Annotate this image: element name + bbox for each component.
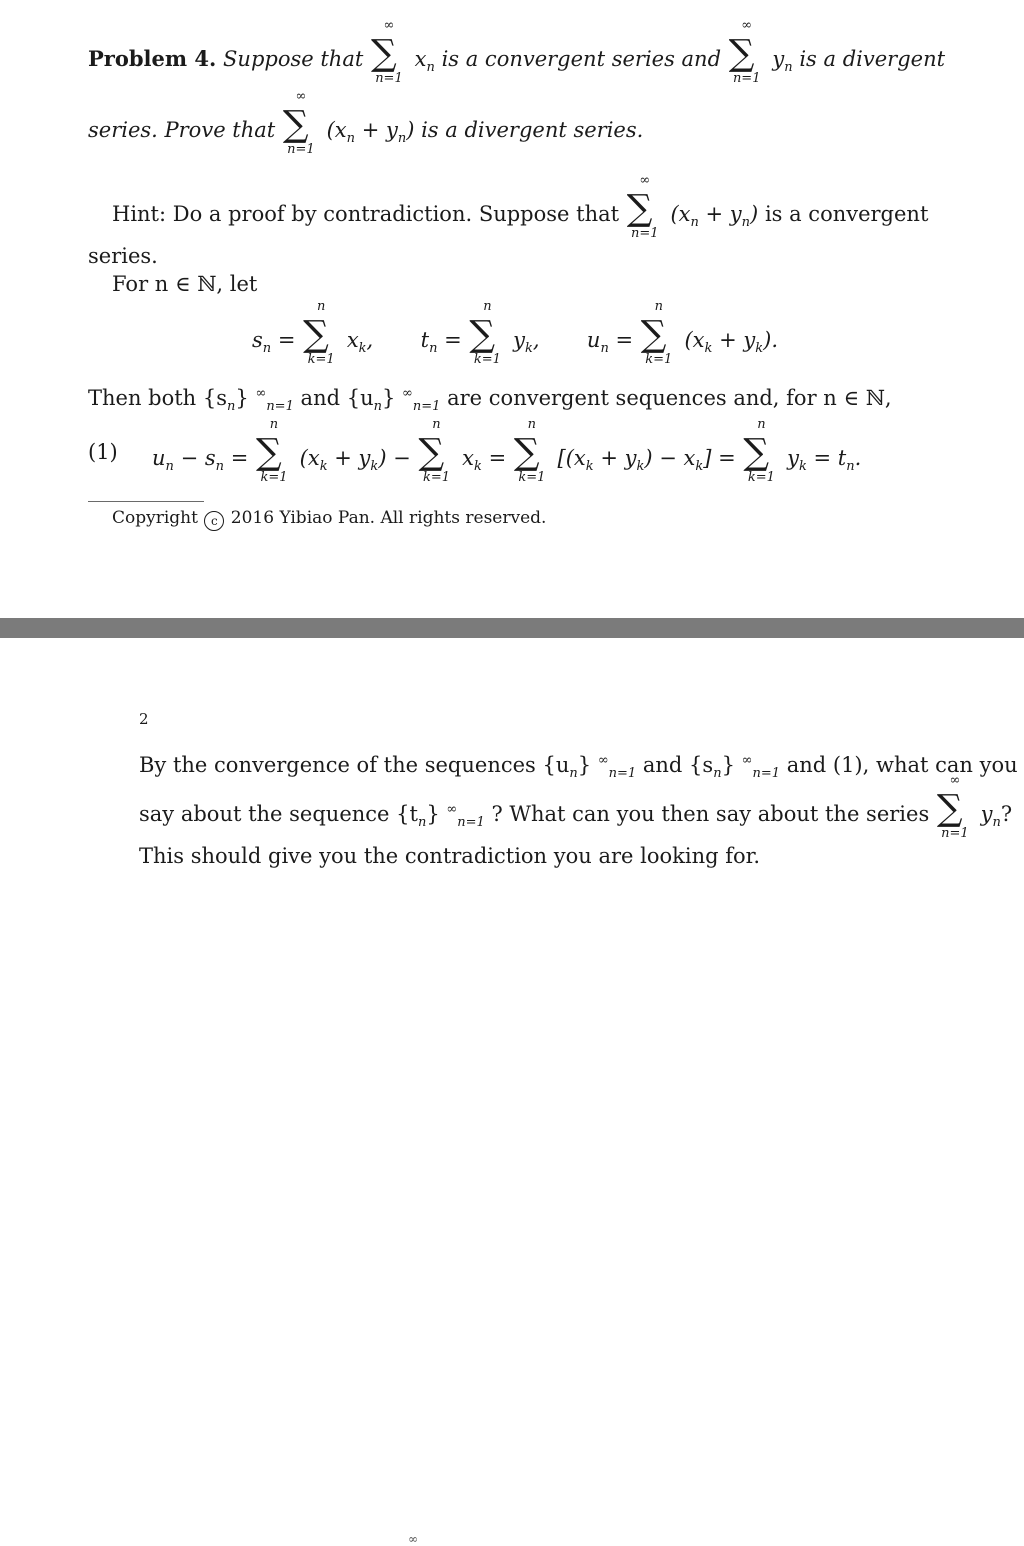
page-2-line-2-end: ? [1000, 802, 1013, 826]
page-separator [0, 618, 1024, 638]
problem-end-text: is a divergent [799, 47, 946, 71]
series-sum-total-lower: n=1 [287, 142, 315, 157]
equation-term-2: $x_k$ = [462, 446, 507, 474]
equation-1-label: (1) [88, 440, 118, 464]
page-2-sequence-t-limits: ∞$_{n=1}$ [446, 802, 485, 830]
equation-sigma-1: ∑ [255, 432, 282, 473]
equation-sum-3-lower: k=1 [518, 470, 546, 485]
equation-sigma-3: ∑ [513, 432, 540, 473]
page-2-sequence-s-limits: ∞$_{n=1}$ [741, 753, 781, 781]
page-2-line-3: This should give you the contradiction you are looking for. [139, 844, 761, 868]
page-2-series-sum-lower: n=1 [941, 826, 969, 841]
hint-series-sum-upper: ∞ [639, 173, 651, 188]
equation-sigma-4: ∑ [743, 432, 770, 473]
equation-sum-4-upper: n [757, 417, 766, 432]
document-page-1 [0, 0, 1024, 618]
definition-s-sum-upper: n [316, 299, 326, 314]
definition-s-term: $x_k$, [346, 328, 374, 356]
series-sum-y-upper: ∞ [741, 18, 753, 33]
definition-s: $s_n$ = [252, 328, 296, 356]
problem-statement-line-2 [88, 89, 644, 157]
equation-sum-3-upper: n [527, 417, 537, 432]
hint-series-sum-lower: n=1 [630, 226, 659, 241]
series-sum-y [728, 18, 765, 86]
series-sum-x-lower: n=1 [375, 71, 403, 86]
equation-sum-3 [513, 417, 550, 485]
series-sum-total [282, 89, 319, 157]
page-2-series-term: $y_n$ [980, 802, 1001, 830]
then-prefix: Then both $\{s_n\}$ [88, 386, 249, 414]
equation-term-3: $[(x_k + y_k) - x_k]$ = [557, 446, 736, 474]
page-2-line-1-middle: and $\{s_n\}$ [642, 753, 735, 781]
definition-t-sum-upper: n [483, 299, 492, 314]
hint-text: Hint: Do a proof by contradiction. Suppose that [112, 202, 620, 226]
page-2-line-2-prefix: say about the sequence $\{t_n\}$ [139, 802, 440, 830]
equation-sum-1 [255, 417, 292, 485]
equation-sum-2 [418, 417, 454, 485]
problem-line-2-end: is a divergent series. [421, 118, 644, 142]
page-2-sequence-u-limits: ∞$_{n=1}$ [597, 753, 637, 781]
page-2-line-1 [139, 754, 1018, 780]
hint-series-sum [626, 173, 663, 241]
equation-sum-1-lower: k=1 [260, 470, 288, 485]
page-2-series-sum [936, 773, 973, 841]
problem-intro-text: Suppose that [223, 47, 364, 71]
definition-u-sum-upper: n [654, 299, 663, 314]
copyright-icon: c [204, 511, 224, 531]
definitions-equation [252, 299, 778, 367]
series-sum-y-lower: n=1 [732, 71, 761, 86]
then-suffix: are convergent sequences and, for n ∈ ℕ, [447, 386, 892, 410]
definition-u-sum [640, 299, 677, 367]
definition-u: $u_n$ = [586, 328, 634, 356]
definition-u-term: $(x_k + y_k)$. [684, 328, 778, 356]
problem-line-2-intro: series. Prove that [88, 118, 276, 142]
hint-series-expression: $(x_n + y_n)$ [670, 202, 759, 230]
page-2-series-sum-upper: ∞ [949, 773, 961, 788]
copyright-prefix: Copyright [112, 508, 198, 528]
equation-1-lhs: $u_n - s_n$ = [152, 446, 249, 474]
page-2-sigma-symbol: ∑ [936, 788, 963, 829]
equation-sum-4-lower: k=1 [747, 470, 775, 485]
hint-continuation: series. [88, 244, 158, 268]
hint-suffix: is a convergent [764, 202, 929, 226]
document-page-2 [0, 638, 1024, 1546]
equation-1 [152, 417, 862, 485]
definition-s-sum [303, 299, 339, 367]
equation-sum-2-upper: n [432, 417, 441, 432]
page-2-line-2 [139, 773, 1013, 841]
series-sum-x-upper: ∞ [383, 18, 395, 33]
definitions-intro: For n ∈ ℕ, let [112, 272, 258, 296]
definition-t-sum-lower: k=1 [473, 352, 501, 367]
copyright-text: 2016 Yibiao Pan. All rights reserved. [230, 508, 547, 528]
sequence-u-limits: ∞$_{n=1}$ [402, 386, 441, 414]
page-number: 2 [139, 710, 149, 728]
sigma-symbol-x: ∑ [370, 33, 397, 74]
series-sum-total-upper: ∞ [295, 89, 307, 104]
definition-t-sum [469, 299, 505, 367]
copyright-notice [112, 510, 546, 531]
page-2-line-1-suffix: and (1), what can you [786, 753, 1018, 777]
series-total-expression: $(x_n + y_n)$ [326, 118, 415, 146]
equation-sum-2-lower: k=1 [422, 470, 450, 485]
definition-s-sum-lower: k=1 [307, 352, 335, 367]
definition-u-sigma: ∑ [640, 314, 667, 355]
problem-middle-text: is a convergent series and [441, 47, 722, 71]
sigma-symbol-y: ∑ [728, 33, 755, 74]
equation-term-1: $(x_k + y_k)$ − [299, 446, 411, 474]
sequence-s-limits: ∞$_{n=1}$ [255, 386, 294, 414]
sigma-symbol-total: ∑ [282, 104, 309, 145]
footnote-divider [88, 501, 204, 502]
hint-sigma-symbol: ∑ [626, 188, 653, 229]
series-term-y: $y_n$ [772, 47, 793, 75]
hint-line [112, 173, 929, 241]
page-2-cutoff-fragment: ∞ [408, 1532, 418, 1546]
page-2-line-2-question: ? What can you then say about the series [491, 802, 930, 826]
series-sum-x [370, 18, 407, 86]
definition-u-sum-lower: k=1 [645, 352, 673, 367]
definition-t: $t_n$ = [420, 328, 462, 356]
series-term-x: $x_n$ [414, 47, 435, 75]
equation-sum-1-upper: n [269, 417, 279, 432]
equation-sum-4 [743, 417, 779, 485]
problem-label: Problem 4. [88, 46, 217, 71]
definition-t-sigma: ∑ [469, 314, 496, 355]
equation-sigma-2: ∑ [418, 432, 445, 473]
then-statement [88, 387, 892, 413]
then-middle: and $\{u_n\}$ [300, 386, 396, 414]
problem-statement-line-1 [88, 18, 946, 86]
equation-term-4: $y_k = t_n$. [787, 446, 862, 474]
page-2-line-1-prefix: By the convergence of the sequences $\{u_n\}$ [139, 753, 592, 781]
definition-t-term: $y_k$, [513, 328, 540, 356]
definition-s-sigma: ∑ [303, 314, 329, 355]
